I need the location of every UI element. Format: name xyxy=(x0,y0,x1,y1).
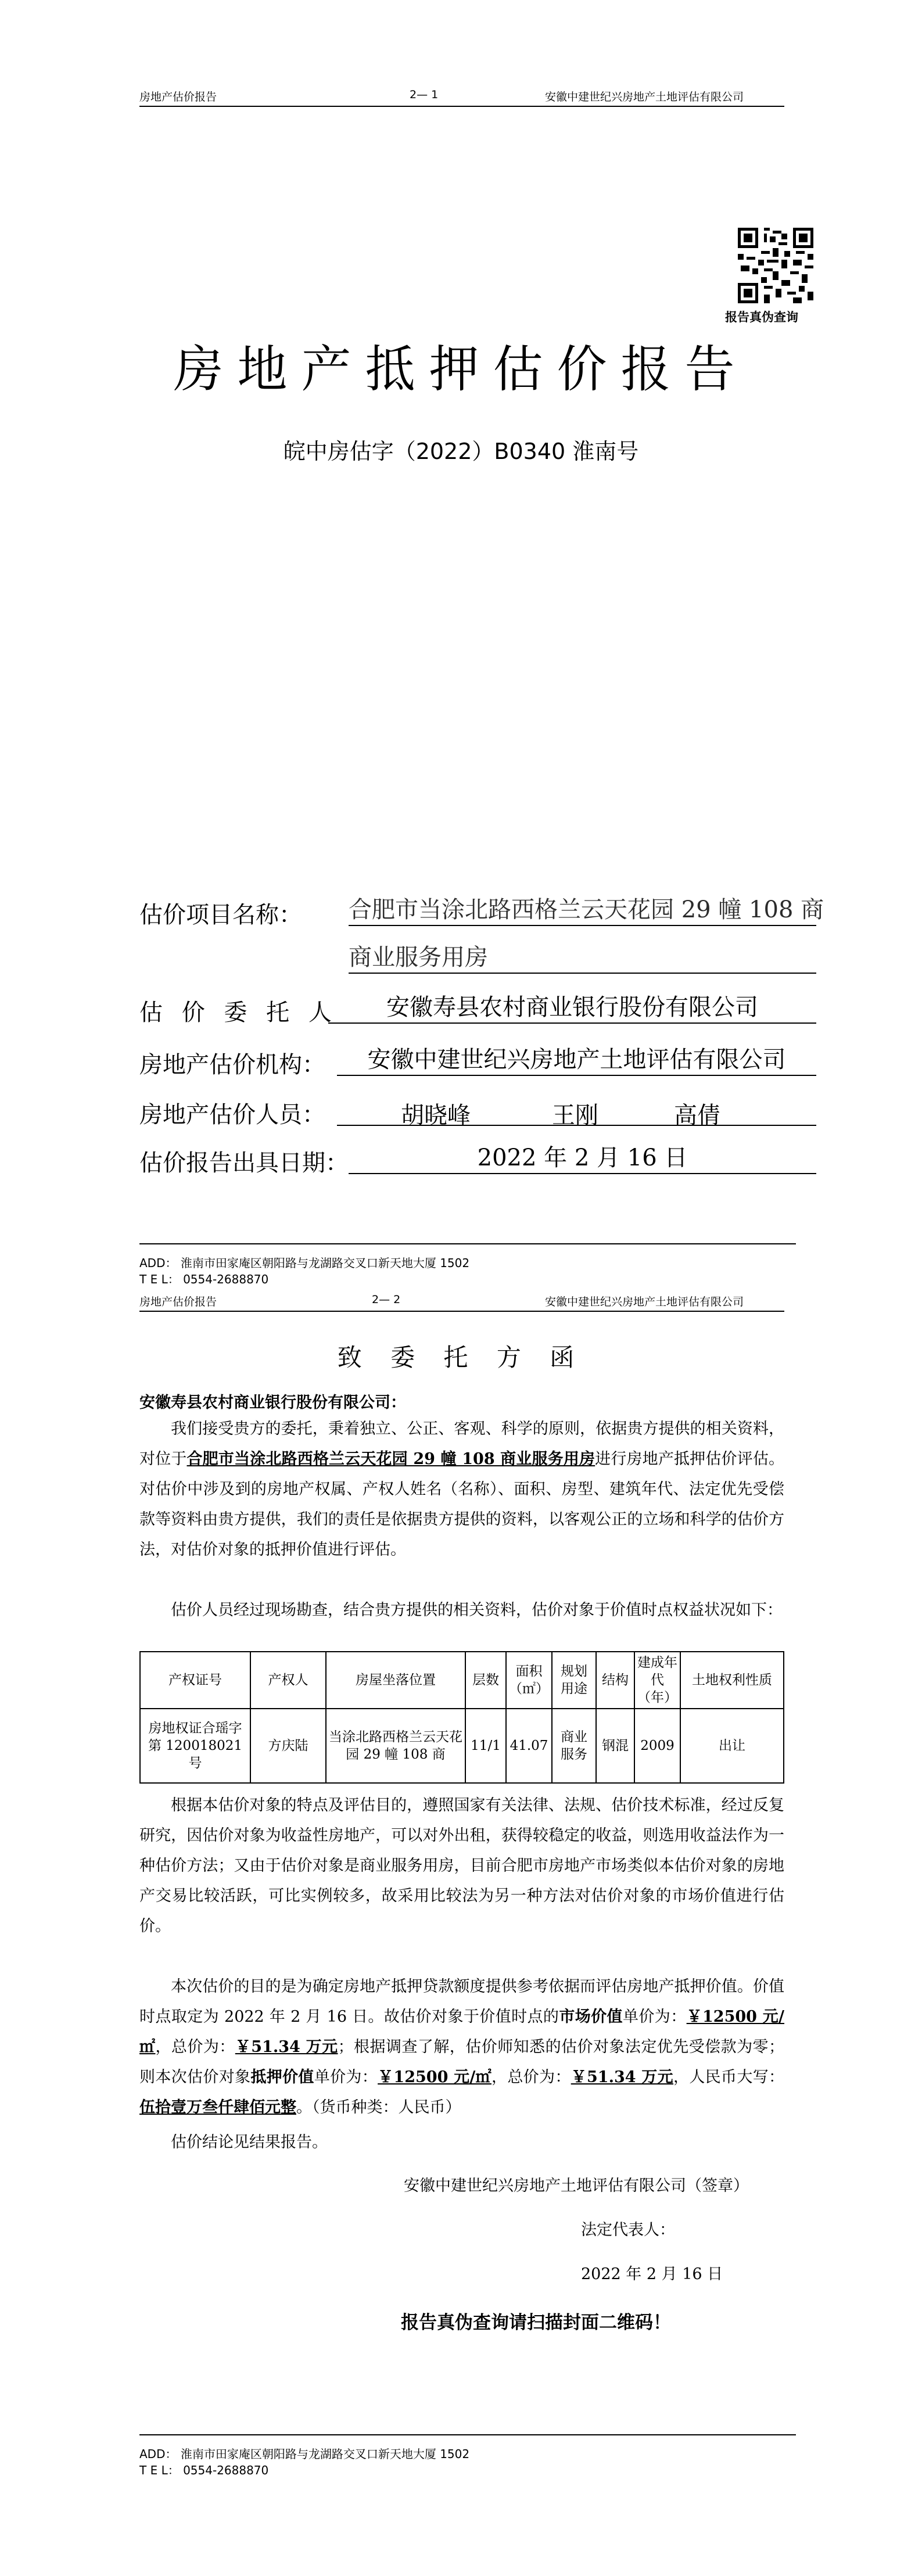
table-cell: 当涂北路西格兰云天花园 29 幢 108 商 xyxy=(326,1709,465,1783)
signature-date: 2022 年 2 月 16 日 xyxy=(581,2265,723,2283)
table-cell: 商业服务 xyxy=(552,1709,596,1783)
page1-footer-tel: T E L： 0554-2688870 xyxy=(139,1272,269,1286)
table-cell: 出让 xyxy=(680,1709,784,1783)
letter-paragraph-1 xyxy=(139,1414,784,1565)
project-name-value-line1: 合肥市当涂北路西格兰云天花园 29 幢 108 商 xyxy=(349,895,816,926)
appraiser-2: 王刚 xyxy=(552,1102,598,1129)
issue-date-value: 2022 年 2 月 16 日 xyxy=(349,1143,816,1174)
client-label: 估 价 委 托 人 xyxy=(139,999,338,1026)
para1-property-address: 合肥市当涂北路西格兰云天花园 29 幢 108 商业服务用房 xyxy=(186,1450,595,1468)
project-name-label: 估价项目名称： xyxy=(139,902,302,928)
para4-text-k: ，总价为： xyxy=(491,2068,571,2086)
page2-header-left: 房地产估价报告 xyxy=(139,1296,217,1308)
issue-date-label: 估价报告出具日期： xyxy=(139,1150,349,1176)
para4-text-c: 单价为： xyxy=(622,2008,687,2026)
letter-paragraph-4 xyxy=(139,1972,784,2123)
para4-market-value-label: 市场价值 xyxy=(559,2008,623,2026)
para1-text-c: 进行房地产抵押估价评估。对估价中涉及到的房地产权属、产权人姓名（名称）、面积、房型、建筑年代、法定优先受偿款等资料由贵方提供，我们的责任是依据贵方提供的资料，以客观公正的立场和科学的估价方法，对估价对象的抵押价值进行评估。 xyxy=(139,1450,784,1559)
page2-footer-address: ADD： 淮南市田家庵区朝阳路与龙湖路交叉口新天地大厦 1502 xyxy=(139,2447,470,2461)
table-cell: 11/1 xyxy=(465,1709,506,1783)
table-header-cell: 房屋坐落位置 xyxy=(326,1652,465,1709)
page2-footer-tel: T E L： 0554-2688870 xyxy=(139,2463,269,2477)
para4-text-a: 本次估价的目的是为确定房地产抵押贷款额度提供参考依据而评估房地产抵押价值。价值时点取定为 2022 年 2 月 16 日。故估价对象于价值时点的 xyxy=(139,1978,784,2026)
letter-title: 致 委 托 方 函 xyxy=(337,1343,585,1372)
para4-text-m: ，人民币大写： xyxy=(673,2068,785,2086)
table-header-cell: 土地权利性质 xyxy=(680,1652,784,1709)
page2-header-rule xyxy=(139,1311,784,1312)
page1-header-left: 房地产估价报告 xyxy=(139,91,217,103)
para4-text-g: ；根据调查了解，估价师知悉的估价对象法定优先受偿款为零；则本次估价对象 xyxy=(139,2038,785,2086)
para4-text-i: 单价为： xyxy=(314,2068,378,2086)
table-header-cell: 建成年代（年） xyxy=(634,1652,680,1709)
table-header-row xyxy=(140,1652,784,1709)
table-cell: 方庆陆 xyxy=(250,1709,326,1783)
para4-mortgage-unit-price: ￥12500 元/㎡ xyxy=(378,2068,492,2086)
para4-mortgage-total: ￥51.34 万元 xyxy=(571,2068,673,2086)
signature-company: 安徽中建世纪兴房地产土地评估有限公司（签章） xyxy=(404,2177,749,2195)
para4-market-total: ￥51.34 万元 xyxy=(235,2038,338,2056)
page1-footer-rule xyxy=(139,1243,796,1244)
page2-footer-rule xyxy=(139,2434,796,2435)
table-header-cell: 面积（㎡） xyxy=(506,1652,552,1709)
appraiser-1: 胡晓峰 xyxy=(401,1102,471,1129)
table-cell: 房地权证合瑶字第 120018021 号 xyxy=(140,1709,250,1783)
para4-market-unit-price: ￥12500 元/㎡ xyxy=(139,2008,785,2056)
para1-text-a: 我们接受贵方的委托，秉着独立、公正、客观、科学的原则，依据贵方提供的相关资料，对位于 xyxy=(139,1420,784,1468)
letter-paragraph-3: 根据本估价对象的特点及评估目的，遵照国家有关法律、法规、估价技术标准，经过反复研究，因估价对象为收益性房地产，可以对外出租，获得较稳定的收益，则选用收益法作为一种估价方法；又由于估价对象是商业服务用房，目前合肥市房地产市场类似本估价对象的房地产交易比较活跃，可比实例较多，故采用比较法为另一种方法对估价对象的市场价值进行估价。 xyxy=(139,1796,784,1935)
page1-header-rule xyxy=(139,106,784,107)
report-title: 房地产抵押估价报告 xyxy=(173,340,749,399)
verify-note: 报告真伪查询请扫描封面二维码！ xyxy=(401,2312,671,2333)
table-cell: 41.07 xyxy=(506,1709,552,1783)
signature-legal-rep: 法定代表人： xyxy=(581,2221,675,2239)
agency-label: 房地产估价机构： xyxy=(139,1052,325,1078)
page2-header-page: 2— 2 xyxy=(372,1293,401,1306)
table-header-cell: 层数 xyxy=(465,1652,506,1709)
appraisers-label: 房地产估价人员： xyxy=(139,1102,325,1128)
property-rights-table xyxy=(139,1651,784,1784)
para4-text-e: ，总价为： xyxy=(155,2038,235,2056)
table-row xyxy=(140,1709,784,1783)
para4-text-o: 。（货币种类：人民币） xyxy=(296,2098,461,2116)
project-name-value-line2: 商业服务用房 xyxy=(349,942,816,974)
letter-paragraph-5: 估价结论见结果报告。 xyxy=(171,2133,328,2151)
appraiser-3: 高倩 xyxy=(674,1102,720,1129)
page1-header-right: 安徽中建世纪兴房地产土地评估有限公司 xyxy=(545,91,744,103)
report-number: 皖中房估字（2022）B0340 淮南号 xyxy=(283,439,639,464)
letter-paragraph-2: 估价人员经过现场勘查，结合贵方提供的相关资料，估价对象于价值时点权益状况如下： xyxy=(171,1601,783,1619)
agency-value: 安徽中建世纪兴房地产土地评估有限公司 xyxy=(337,1045,816,1076)
page1-header-page: 2— 1 xyxy=(410,88,439,101)
client-value: 安徽寿县农村商业银行股份有限公司 xyxy=(328,992,816,1024)
page1-footer-address: ADD： 淮南市田家庵区朝阳路与龙湖路交叉口新天地大厦 1502 xyxy=(139,1256,470,1270)
table-header-cell: 产权证号 xyxy=(140,1652,250,1709)
para4-mortgage-value-label: 抵押价值 xyxy=(250,2068,314,2086)
qr-caption: 报告真伪查询 xyxy=(725,310,798,324)
table-header-cell: 结构 xyxy=(596,1652,634,1709)
page2-header-right: 安徽中建世纪兴房地产土地评估有限公司 xyxy=(545,1296,744,1308)
letter-salutation: 安徽寿县农村商业银行股份有限公司： xyxy=(139,1394,406,1412)
table-header-cell: 产权人 xyxy=(250,1652,326,1709)
qr-code-icon xyxy=(738,228,813,303)
table-header-cell: 规划用途 xyxy=(552,1652,596,1709)
table-cell: 钢混 xyxy=(596,1709,634,1783)
para4-amount-in-words: 伍拾壹万叁仟肆佰元整 xyxy=(139,2098,296,2116)
table-cell: 2009 xyxy=(634,1709,680,1783)
